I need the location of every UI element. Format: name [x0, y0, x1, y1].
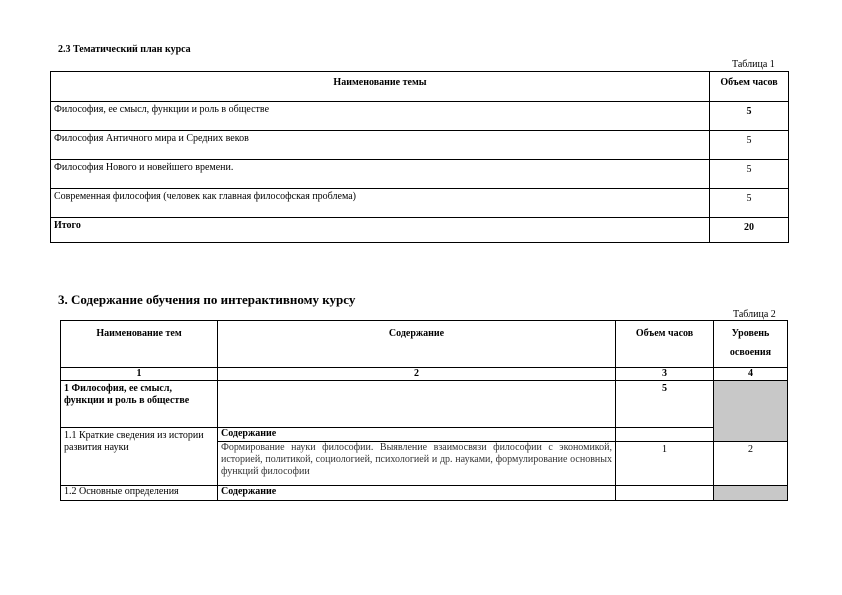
total-row: [51, 218, 789, 243]
column-number: 4: [714, 368, 788, 381]
table-row: [51, 160, 789, 189]
column-number: 1: [61, 368, 218, 381]
content-label: Содержание: [218, 486, 616, 501]
content-table: [60, 320, 788, 501]
header-topic: Наименование тем: [61, 321, 218, 368]
total-label: Итого: [51, 218, 710, 243]
level-cell: 2: [714, 442, 788, 486]
subtopic-row: [61, 486, 788, 501]
column-number-row: [61, 368, 788, 381]
column-number: 2: [218, 368, 616, 381]
column-number: 3: [616, 368, 714, 381]
hours-empty: [616, 428, 714, 442]
section-title: 3. Содержание обучения по интерактивному курсу: [58, 292, 356, 307]
header-level: Уровень освоения: [714, 321, 788, 368]
topic-cell: Философия Античного мира и Средних веков: [51, 131, 710, 160]
hours-cell: 5: [710, 189, 789, 218]
table-row: [51, 189, 789, 218]
theme-level-shaded: [714, 381, 788, 442]
theme-hours: 5: [616, 381, 714, 428]
table-header-row: [61, 321, 788, 368]
thematic-plan-table: [50, 71, 789, 243]
hours-cell: 5: [710, 131, 789, 160]
hours-cell: 1: [616, 442, 714, 486]
table-label: Таблица 2: [733, 309, 776, 320]
header-hours: Объем часов: [616, 321, 714, 368]
header-content: Содержание: [218, 321, 616, 368]
content-label: Содержание: [218, 428, 616, 442]
subtopic-name: 1.1 Краткие сведения из истории развития науки: [61, 428, 218, 486]
table-row: [51, 102, 789, 131]
hours-cell: 5: [710, 102, 789, 131]
subtopic-name: 1.2 Основные определения: [61, 486, 218, 501]
theme-name: 1 Философия, ее смысл, функции и роль в обществе: [61, 381, 218, 428]
header-topic: Наименование темы: [51, 72, 710, 102]
theme-row: [61, 381, 788, 428]
theme-content: [218, 381, 616, 428]
total-hours: 20: [710, 218, 789, 243]
hours-empty: [616, 486, 714, 501]
subtopic-row: [61, 428, 788, 442]
table-label: Таблица 1: [732, 59, 775, 70]
level-shaded: [714, 486, 788, 501]
topic-cell: Философия, ее смысл, функции и роль в обществе: [51, 102, 710, 131]
topic-cell: Современная философия (человек как главная философская проблема): [51, 189, 710, 218]
section-title: 2.3 Тематический план курса: [58, 44, 191, 55]
table-header-row: [51, 72, 789, 102]
content-text: Формирование науки философии. Выявление взаимосвязи философии с экономикой, историей, политикой, социологией, психологией и др. науками, формулирование основных функций философии: [218, 442, 616, 486]
hours-cell: 5: [710, 160, 789, 189]
table-row: [51, 131, 789, 160]
header-hours: Объем часов: [710, 72, 789, 102]
topic-cell: Философия Нового и новейшего времени.: [51, 160, 710, 189]
